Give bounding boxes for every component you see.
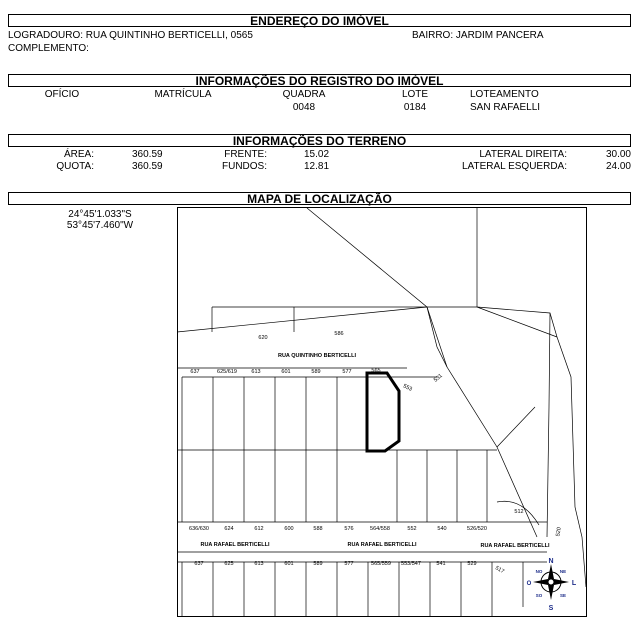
lot-number: 541 — [436, 561, 446, 567]
lot-number: 564/558 — [370, 526, 390, 532]
header-loteamento: LOTEAMENTO — [470, 89, 539, 100]
quota-label: QUOTA: — [56, 161, 94, 172]
lot-number: 520 — [555, 526, 563, 537]
lot-number: 588 — [313, 526, 323, 532]
lot-number: 529 — [467, 561, 477, 567]
section-header-endereco: ENDEREÇO DO IMÓVEL — [8, 14, 631, 27]
header-quadra: QUADRA — [282, 89, 326, 100]
logradouro-text: LOGRADOURO: RUA QUINTINHO BERTICELLI, 0565 — [8, 30, 253, 41]
lot-number: 589 — [313, 561, 323, 567]
header-lote: LOTE — [401, 89, 429, 100]
lot-number: 531 — [432, 372, 444, 384]
lot-number: 620 — [258, 335, 268, 341]
fundos-label: FUNDOS: — [222, 161, 267, 172]
compass-se: SE — [559, 593, 567, 598]
lateral-direita-value: 30.00 — [605, 149, 631, 160]
lot-number: 589 — [311, 369, 321, 375]
lot-number: 601 — [284, 561, 294, 567]
lot-number: 586 — [334, 331, 344, 337]
lot-number: 565/559 — [371, 561, 391, 567]
lot-number: 625 — [224, 561, 234, 567]
bairro-text: BAIRRO: JARDIM PANCERA — [412, 30, 544, 41]
compass-ne: NE — [559, 569, 567, 574]
lot-number: 512 — [514, 509, 524, 515]
compass-l: L — [571, 580, 577, 587]
street-label: RUA RAFAEL BERTICELLI — [200, 542, 270, 548]
lot-number: 612 — [254, 526, 264, 532]
lot-number: 637 — [190, 369, 200, 375]
compass-n: N — [548, 558, 554, 565]
lot-number: 526/520 — [467, 526, 487, 532]
value-quadra: 0048 — [292, 102, 316, 113]
lot-number: 577 — [344, 561, 354, 567]
value-lote: 0184 — [403, 102, 427, 113]
header-oficio: OFÍCIO — [44, 89, 80, 100]
lot-number: 637 — [194, 561, 204, 567]
lot-number: 624 — [224, 526, 234, 532]
location-map — [177, 207, 587, 617]
compass-no: NO — [535, 569, 543, 574]
lateral-esquerda-value: 24.00 — [605, 161, 631, 172]
area-label: ÁREA: — [63, 149, 94, 160]
lot-number: 577 — [342, 369, 352, 375]
lateral-direita-label: LATERAL DIREITA: — [479, 149, 567, 160]
lateral-esquerda-label: LATERAL ESQUERDA: — [461, 161, 567, 172]
lot-number: 552 — [407, 526, 417, 532]
lot-number: 601 — [281, 369, 291, 375]
area-value: 360.59 — [132, 149, 163, 160]
longitude-text: 53°45'7.460"W — [66, 220, 134, 231]
lot-number: 553/547 — [401, 561, 421, 567]
section-header-mapa: MAPA DE LOCALIZAÇÃO — [8, 192, 631, 205]
street-label: RUA QUINTINHO BERTICELLI — [277, 353, 357, 359]
lot-number: 600 — [284, 526, 294, 532]
compass-o: O — [526, 581, 532, 587]
compass-s: S — [548, 605, 554, 612]
value-loteamento: SAN RAFAELLI — [470, 102, 541, 113]
fundos-value: 12.81 — [304, 161, 330, 172]
street-label: RUA RAFAEL BERTICELLI — [480, 543, 550, 549]
header-matricula: MATRÍCULA — [154, 89, 212, 100]
section-header-registro: INFORMAÇÕES DO REGISTRO DO IMÓVEL — [8, 74, 631, 87]
compass-so: SO — [535, 593, 543, 598]
lot-number: 613 — [251, 369, 261, 375]
quota-value: 360.59 — [132, 161, 163, 172]
lot-number: 517 — [494, 565, 505, 576]
lot-number: 553 — [401, 383, 413, 393]
lot-number: 565 — [371, 368, 381, 374]
lot-number: 625/619 — [217, 369, 237, 375]
frente-label: FRENTE: — [224, 149, 267, 160]
frente-value: 15.02 — [304, 149, 330, 160]
lot-number: 540 — [437, 526, 447, 532]
latitude-text: 24°45'1.033"S — [68, 209, 132, 220]
street-label: RUA RAFAEL BERTICELLI — [347, 542, 417, 548]
complemento-text: COMPLEMENTO: — [8, 43, 89, 54]
lot-number: 613 — [254, 561, 264, 567]
lot-number: 636/630 — [189, 526, 209, 532]
section-header-terreno: INFORMAÇÕES DO TERRENO — [8, 134, 631, 147]
lot-number: 576 — [344, 526, 354, 532]
